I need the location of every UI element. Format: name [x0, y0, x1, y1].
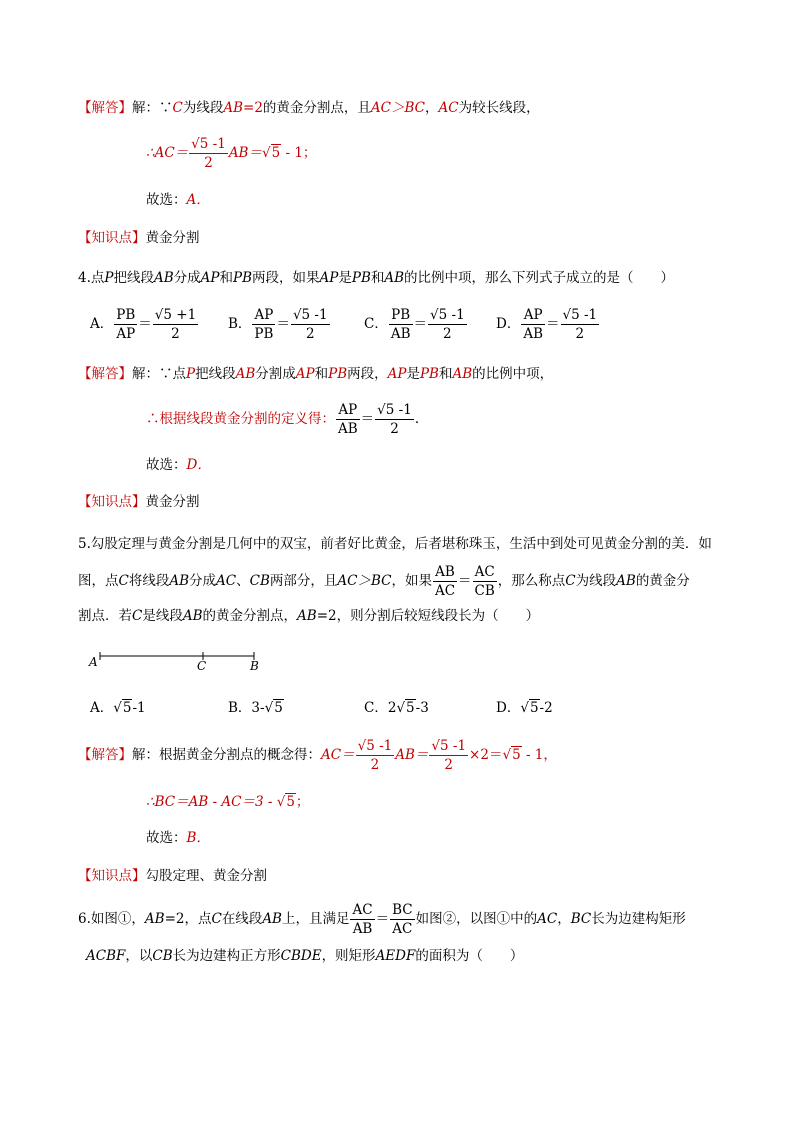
- text: ，以: [125, 948, 153, 964]
- fraction: [390, 901, 415, 938]
- var: CB: [152, 948, 173, 964]
- var: AB: [235, 366, 256, 382]
- sqrt: √5: [264, 700, 283, 716]
- numerator: AC: [352, 902, 373, 918]
- option-label: B．: [228, 700, 252, 716]
- text: 和: [438, 366, 453, 382]
- question-4-stem: [78, 268, 674, 288]
- q5-option-b[interactable]: [228, 696, 284, 716]
- q5-option-d[interactable]: [496, 696, 553, 716]
- text: ×2＝: [469, 747, 503, 763]
- var: AC: [537, 911, 558, 927]
- denominator: CB: [474, 583, 495, 599]
- question-5-line-1: [78, 534, 712, 554]
- option-label: C．: [364, 700, 388, 716]
- denominator: 2: [575, 326, 585, 342]
- text: ∴AC＝: [146, 145, 189, 161]
- q4-option-d[interactable]: D． $\frac{AP}{AB}$ ＝ $\frac{√5 -1}{2}$: [496, 307, 598, 342]
- var: CB: [249, 573, 270, 589]
- denominator: AC: [392, 921, 413, 937]
- solution-5-choice: [146, 828, 210, 848]
- text: 分成: [173, 270, 201, 286]
- text: ，则矩形: [321, 948, 376, 964]
- text: 把线段: [113, 270, 154, 286]
- fraction: [252, 306, 275, 343]
- question-5-line-2: 图，点C将线段AB分成AC、CB两部分，且AC＞BC，如果 $\frac{AB}{AC}$ ＝ $\frac{AC}{CB}$ ，那么称点C为线段AB的黄金分: [78, 564, 690, 599]
- text: ，: [425, 100, 439, 116]
- numerator: AP: [521, 306, 545, 325]
- sqrt: √5: [261, 145, 281, 161]
- solution-4-line-1: [78, 364, 553, 384]
- var: AB: [182, 608, 203, 624]
- text: AC＝: [321, 747, 355, 763]
- sqrt: √5: [113, 700, 132, 716]
- fraction: $\frac{√5 -1}{2}$: [357, 738, 393, 773]
- knowledge-heading: 【知识点】: [78, 494, 146, 510]
- answer: A．: [186, 192, 210, 208]
- fraction: [389, 306, 413, 343]
- var: P: [104, 270, 114, 286]
- text: -2: [539, 700, 553, 716]
- var: PB: [419, 366, 439, 382]
- text: 的黄金分割点，且: [262, 100, 371, 116]
- point-label-c: C: [197, 659, 207, 673]
- fraction: $\frac{√5 -1}{2}$: [377, 402, 412, 437]
- text: 长为边建构矩形: [591, 911, 686, 927]
- text: 分成: [189, 573, 217, 589]
- denominator: AC: [434, 583, 456, 599]
- text: ，那么称点: [497, 573, 566, 589]
- radicand: 5: [406, 700, 415, 716]
- var: C: [211, 911, 222, 927]
- text: 将线段: [128, 573, 170, 589]
- denominator: AB: [352, 921, 373, 937]
- point-label-b: B: [250, 659, 259, 673]
- var: C: [132, 608, 143, 624]
- text: 为较长线段，: [458, 100, 540, 116]
- text: 故选：: [146, 192, 187, 208]
- solution-heading: 【解答】: [78, 366, 132, 382]
- text: 2: [387, 700, 397, 716]
- text: 两段，如果: [252, 270, 320, 286]
- text: AB＝: [228, 145, 262, 161]
- solution-4-choice: [146, 455, 211, 475]
- option-label: A．: [90, 700, 114, 716]
- fraction: [521, 306, 545, 343]
- text: 的比例中项，: [472, 366, 554, 382]
- denominator: 2: [444, 757, 454, 773]
- q4-option-c[interactable]: C． $\frac{PB}{AB}$ ＝ $\frac{√5 -1}{2}$: [364, 307, 465, 342]
- numerator: 5 -1: [385, 402, 412, 418]
- solution-3-choice: [146, 190, 210, 210]
- var: AB: [144, 911, 165, 927]
- text: 两部分，且: [269, 573, 338, 589]
- fraction: [336, 401, 360, 438]
- text: 把线段: [195, 366, 236, 382]
- q4-option-a[interactable]: A． $\frac{PB}{AP}$ ＝ $\frac{√5 +1}{2}$: [90, 307, 197, 342]
- q5-option-a[interactable]: [90, 696, 146, 716]
- text: ，如果: [391, 573, 432, 589]
- radicand: 5: [274, 700, 283, 716]
- sqrt: √5: [502, 747, 521, 763]
- numerator: 5 -1: [440, 738, 467, 754]
- fraction: [114, 306, 137, 343]
- var: C: [565, 573, 576, 589]
- option-label: D．: [496, 700, 521, 716]
- text: 为线段: [182, 100, 224, 116]
- option-label: C．: [364, 316, 388, 332]
- var: C: [118, 573, 129, 589]
- text: 点: [90, 270, 105, 286]
- question-6-line-1: 6.如图①，AB=2，点C在线段AB上，且满足 $\frac{AC}{AB}$ ＝ $\frac{BC}{AC}$ 如图②，以图①中的AC，BC长为边建构矩形: [78, 902, 686, 937]
- fraction: [350, 901, 374, 938]
- numerator: AP: [336, 401, 360, 420]
- text: ，: [557, 911, 571, 927]
- denominator: 2: [370, 757, 380, 773]
- numerator: BC: [392, 902, 413, 918]
- denominator: 2: [443, 326, 452, 342]
- fraction: $\frac{√5 -1}{2}$: [430, 307, 465, 342]
- var: AB: [297, 608, 317, 624]
- radicand: 5: [512, 747, 521, 763]
- var: AC: [438, 100, 459, 116]
- var: AP: [387, 366, 407, 382]
- text: 故选：: [146, 830, 187, 846]
- text: 在线段: [221, 911, 263, 927]
- text: 图，点: [78, 573, 119, 589]
- text: 黄金分割: [145, 230, 200, 246]
- fraction: $\frac{√5 +1}{2}$: [154, 307, 197, 342]
- text: =2，则分割后较短线段长为（ ）: [316, 608, 540, 624]
- text: 3-: [251, 700, 265, 716]
- text: 是线段: [142, 608, 183, 624]
- fraction: [473, 563, 497, 600]
- var: C: [172, 100, 183, 116]
- var: AC＞BC: [370, 100, 426, 116]
- text: 的黄金分: [635, 573, 690, 589]
- option-label: B．: [228, 316, 252, 332]
- var: AC: [216, 573, 237, 589]
- fraction: $\frac{√5 -1}{2}$: [292, 307, 328, 342]
- text: 解：根据黄金分割点的概念得：: [132, 747, 321, 763]
- text: 6.如图①，: [78, 911, 145, 927]
- radicand: 5: [271, 145, 281, 161]
- solution-3-line-2: [146, 134, 316, 172]
- var: AB: [452, 366, 473, 382]
- var: AEDF: [375, 948, 416, 964]
- text: -3: [415, 700, 429, 716]
- text: 如图②，以图①中的: [415, 911, 538, 927]
- text: =2: [243, 100, 263, 116]
- text: ．: [414, 411, 429, 427]
- denominator: AB: [338, 421, 358, 437]
- text: 和: [314, 366, 329, 382]
- knowledge-heading: 【知识点】: [78, 230, 146, 246]
- text: ∴BC＝AB - AC＝3 -: [146, 794, 277, 810]
- var: AB: [616, 573, 636, 589]
- var: BC: [570, 911, 592, 927]
- solution-4-line-2: ∴根据线段黄金分割的定义得： $\frac{AP}{AB}$ ＝ $\frac{√5 -1}{2}$ ．: [146, 402, 429, 437]
- text: 勾股定理、黄金分割: [145, 868, 267, 884]
- text: =2，点: [164, 911, 212, 927]
- denominator: 2: [204, 155, 213, 171]
- radicand: 5: [122, 700, 132, 716]
- text: 上，且满足: [281, 911, 350, 927]
- denominator: 2: [171, 326, 180, 342]
- radicand: 5: [286, 794, 295, 810]
- sqrt: √5: [396, 700, 415, 716]
- var: AP: [295, 366, 315, 382]
- numerator: AB: [433, 563, 457, 582]
- text: 5.勾股定理与黄金分割是几何中的双宝，前者好比黄金，后者堪称珠玉，生活中到处可见黄金分割的美．如: [78, 536, 712, 552]
- text: 和: [370, 270, 385, 286]
- question-6-line-2: [86, 946, 523, 966]
- text: 是: [406, 366, 420, 382]
- var: CBDE: [280, 948, 322, 964]
- fraction: [433, 563, 457, 600]
- text: - 1；: [281, 145, 317, 161]
- numerator: 5 -1: [199, 136, 226, 152]
- var: PB: [233, 270, 253, 286]
- knowledge-point-5: [78, 866, 267, 886]
- fraction: $\frac{√5 -1}{2}$: [191, 136, 226, 171]
- numerator: 5 -1: [366, 738, 393, 754]
- option-label: D．: [496, 316, 521, 332]
- var: AB: [223, 100, 244, 116]
- solution-5-line-1: [78, 736, 557, 774]
- sqrt: √5: [276, 794, 295, 810]
- solution-3-line-1: [78, 98, 540, 118]
- var: P: [186, 366, 196, 382]
- point-label-a: A: [89, 655, 98, 669]
- numerator: 5 -1: [301, 307, 328, 323]
- knowledge-heading: 【知识点】: [78, 868, 146, 884]
- text: 和: [219, 270, 233, 286]
- var: ACBF: [86, 948, 126, 964]
- denominator: AP: [116, 326, 136, 342]
- text: 的比例中项，那么下列式子成立的是（ ）: [404, 270, 675, 286]
- var: AB: [153, 270, 174, 286]
- text: AB＝: [395, 747, 429, 763]
- numerator: 5 +1: [163, 307, 197, 323]
- option-label: A．: [90, 316, 114, 332]
- var: AP: [319, 270, 339, 286]
- sqrt: √5: [520, 700, 539, 716]
- text: - 1，: [521, 747, 557, 763]
- knowledge-point-3: [78, 228, 200, 248]
- solution-heading: 【解答】: [78, 100, 132, 116]
- numerator: 5 -1: [571, 307, 598, 323]
- var: PB: [328, 366, 348, 382]
- q4-option-b[interactable]: B． $\frac{AP}{PB}$ ＝ $\frac{√5 -1}{2}$: [228, 307, 328, 342]
- segment-figure: [86, 646, 266, 676]
- answer: D．: [186, 457, 211, 473]
- numerator: PB: [389, 306, 413, 325]
- text: 长为边建构正方形: [172, 948, 281, 964]
- var: AB: [169, 573, 190, 589]
- denominator: 2: [390, 421, 399, 437]
- text: ∴根据线段黄金分割的定义得：: [146, 411, 335, 427]
- fraction: $\frac{√5 -1}{2}$: [431, 738, 467, 773]
- radicand: 5: [529, 700, 539, 716]
- numerator: AP: [252, 306, 275, 325]
- text: 解：∵点: [132, 366, 186, 382]
- solution-5-line-2: [146, 792, 309, 812]
- q5-option-c[interactable]: [364, 696, 429, 716]
- question-5-line-3: [78, 606, 539, 626]
- denominator: 2: [305, 326, 315, 342]
- knowledge-point-4: [78, 492, 200, 512]
- var: PB: [351, 270, 371, 286]
- var: AB: [262, 911, 282, 927]
- denominator: AB: [523, 326, 543, 342]
- text: 分割成: [255, 366, 296, 382]
- text: 4.: [78, 270, 91, 286]
- denominator: PB: [254, 326, 274, 342]
- denominator: AB: [390, 326, 411, 342]
- var: AP: [200, 270, 220, 286]
- text: 故选：: [146, 457, 187, 473]
- text: 两段，: [347, 366, 388, 382]
- text: 黄金分割: [145, 494, 200, 510]
- text: -1: [132, 700, 146, 716]
- text: 、: [236, 573, 250, 589]
- fraction: $\frac{√5 -1}{2}$: [562, 307, 598, 342]
- text: 为线段: [575, 573, 617, 589]
- numerator: PB: [116, 307, 136, 323]
- text: ；: [295, 794, 310, 810]
- text: 解：∵: [132, 100, 173, 116]
- var: AC＞BC: [337, 573, 392, 589]
- answer: B．: [186, 830, 210, 846]
- numerator: AC: [473, 563, 497, 582]
- text: 的黄金分割点，: [202, 608, 298, 624]
- var: AB: [384, 270, 405, 286]
- solution-heading: 【解答】: [78, 747, 132, 763]
- text: 割点．若: [78, 608, 132, 624]
- numerator: 5 -1: [438, 307, 465, 323]
- text: 是: [338, 270, 352, 286]
- text: 的面积为（ ）: [415, 948, 524, 964]
